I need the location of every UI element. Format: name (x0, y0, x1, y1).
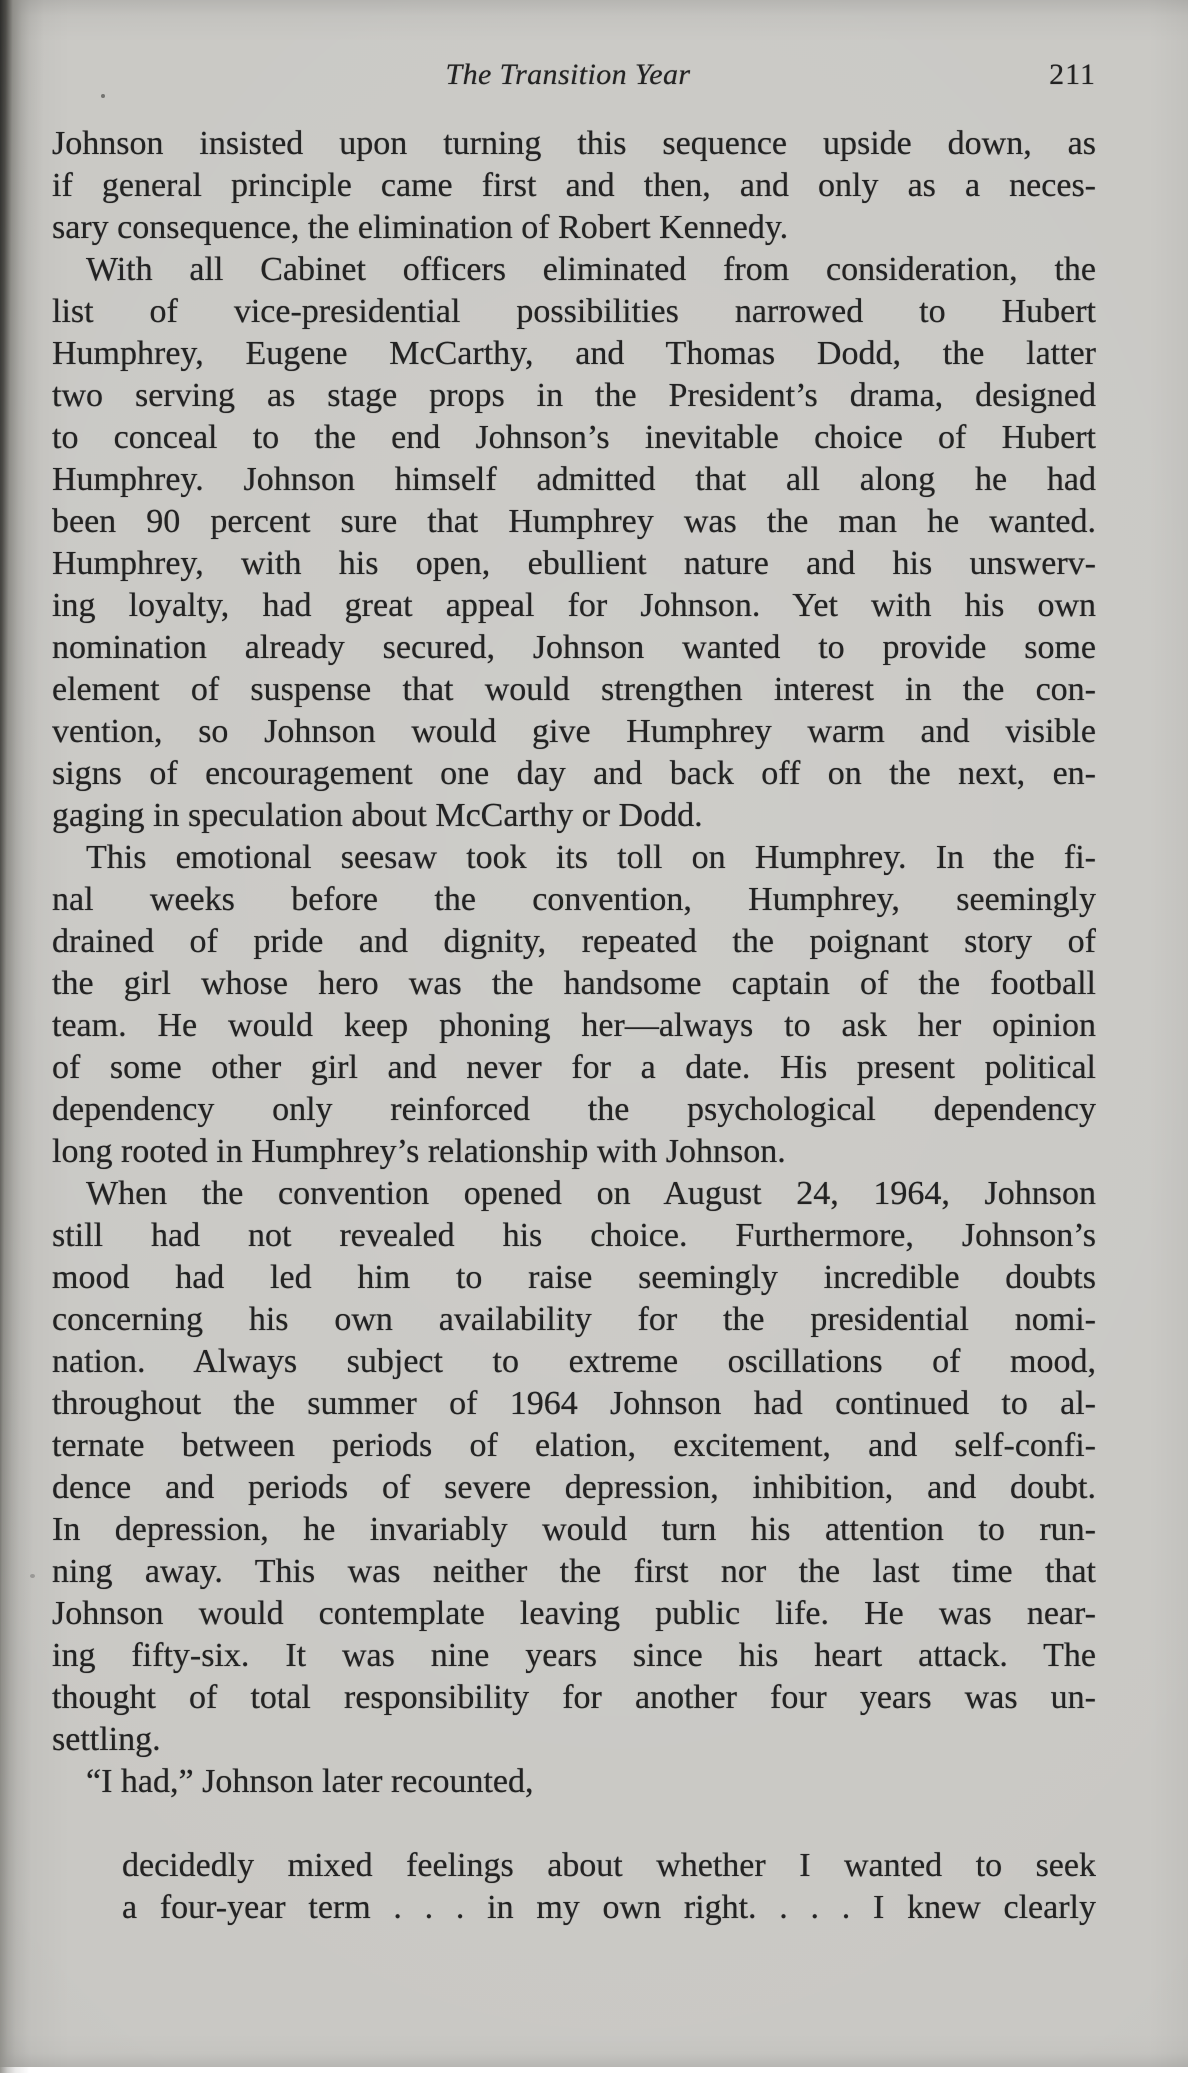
text-line: still had not revealed his choice. Furthermore, Johnson’s (52, 1215, 1096, 1257)
text-line: This emotional seesaw took its toll on Humphrey. In the fi- (52, 837, 1096, 879)
text-line: Humphrey, Eugene McCarthy, and Thomas Dodd, the latter (52, 333, 1096, 375)
block-quote (52, 1845, 1096, 1929)
text-line: nation. Always subject to extreme oscillations of mood, (52, 1341, 1096, 1383)
text-line: nal weeks before the convention, Humphrey, seemingly (52, 879, 1096, 921)
text-line: thought of total responsibility for another four years was un- (52, 1677, 1096, 1719)
text-line: mood had led him to raise seemingly incredible doubts (52, 1257, 1096, 1299)
text-line: decidedly mixed feelings about whether I wanted to seek (122, 1845, 1096, 1887)
text-line: team. He would keep phoning her—always to ask her opinion (52, 1005, 1096, 1047)
text-line: ing loyalty, had great appeal for Johnson. Yet with his own (52, 585, 1096, 627)
text-line: dependency only reinforced the psychological dependency (52, 1089, 1096, 1131)
text-line: With all Cabinet officers eliminated from consideration, the (52, 249, 1096, 291)
running-header (52, 56, 1096, 94)
text-line: been 90 percent sure that Humphrey was the man he wanted. (52, 501, 1096, 543)
text-line: In depression, he invariably would turn his attention to run- (52, 1509, 1096, 1551)
text-line: Humphrey. Johnson himself admitted that all along he had (52, 459, 1096, 501)
text-line: vention, so Johnson would give Humphrey warm and visible (52, 711, 1096, 753)
text-line: “I had,” Johnson later recounted, (52, 1761, 1096, 1803)
body-paragraphs (52, 123, 1096, 1803)
text-line: list of vice-presidential possibilities narrowed to Hubert (52, 291, 1096, 333)
text-line: Humphrey, with his open, ebullient nature and his unswerv- (52, 543, 1096, 585)
scan-speck (30, 1574, 35, 1578)
text-line: ning away. This was neither the first nor the last time that (52, 1551, 1096, 1593)
scan-speck (101, 94, 105, 98)
text-line: ternate between periods of elation, excitement, and self-confi- (52, 1425, 1096, 1467)
text-line: drained of pride and dignity, repeated the poignant story of (52, 921, 1096, 963)
text-line: gaging in speculation about McCarthy or Dodd. (52, 795, 1096, 837)
text-line: the girl whose hero was the handsome captain of the football (52, 963, 1096, 1005)
text-line: to conceal to the end Johnson’s inevitable choice of Hubert (52, 417, 1096, 459)
text-line: settling. (52, 1719, 1096, 1761)
text-line: signs of encouragement one day and back off on the next, en- (52, 753, 1096, 795)
text-line: Johnson would contemplate leaving public life. He was near- (52, 1593, 1096, 1635)
text-line: element of suspense that would strengthen interest in the con- (52, 669, 1096, 711)
running-header-title: The Transition Year (40, 56, 1096, 94)
page-number: 211 (1049, 56, 1096, 94)
text-line: nomination already secured, Johnson wanted to provide some (52, 627, 1096, 669)
text-line: sary consequence, the elimination of Robert Kennedy. (52, 207, 1096, 249)
text-line: dence and periods of severe depression, inhibition, and doubt. (52, 1467, 1096, 1509)
text-line: concerning his own availability for the presidential nomi- (52, 1299, 1096, 1341)
text-line: a four-year term . . . in my own right. . . . I knew clearly (122, 1887, 1096, 1929)
text-line: if general principle came first and then, and only as a neces- (52, 165, 1096, 207)
page-body-text (52, 123, 1096, 1929)
text-line: throughout the summer of 1964 Johnson had continued to al- (52, 1383, 1096, 1425)
text-line: Johnson insisted upon turning this sequence upside down, as (52, 123, 1096, 165)
text-line: ing fifty-six. It was nine years since his heart attack. The (52, 1635, 1096, 1677)
text-line: long rooted in Humphrey’s relationship with Johnson. (52, 1131, 1096, 1173)
binding-edge-shadow (0, 0, 44, 2073)
text-line: When the convention opened on August 24, 1964, Johnson (52, 1173, 1096, 1215)
text-line: of some other girl and never for a date. His present political (52, 1047, 1096, 1089)
text-line: two serving as stage props in the President’s drama, designed (52, 375, 1096, 417)
